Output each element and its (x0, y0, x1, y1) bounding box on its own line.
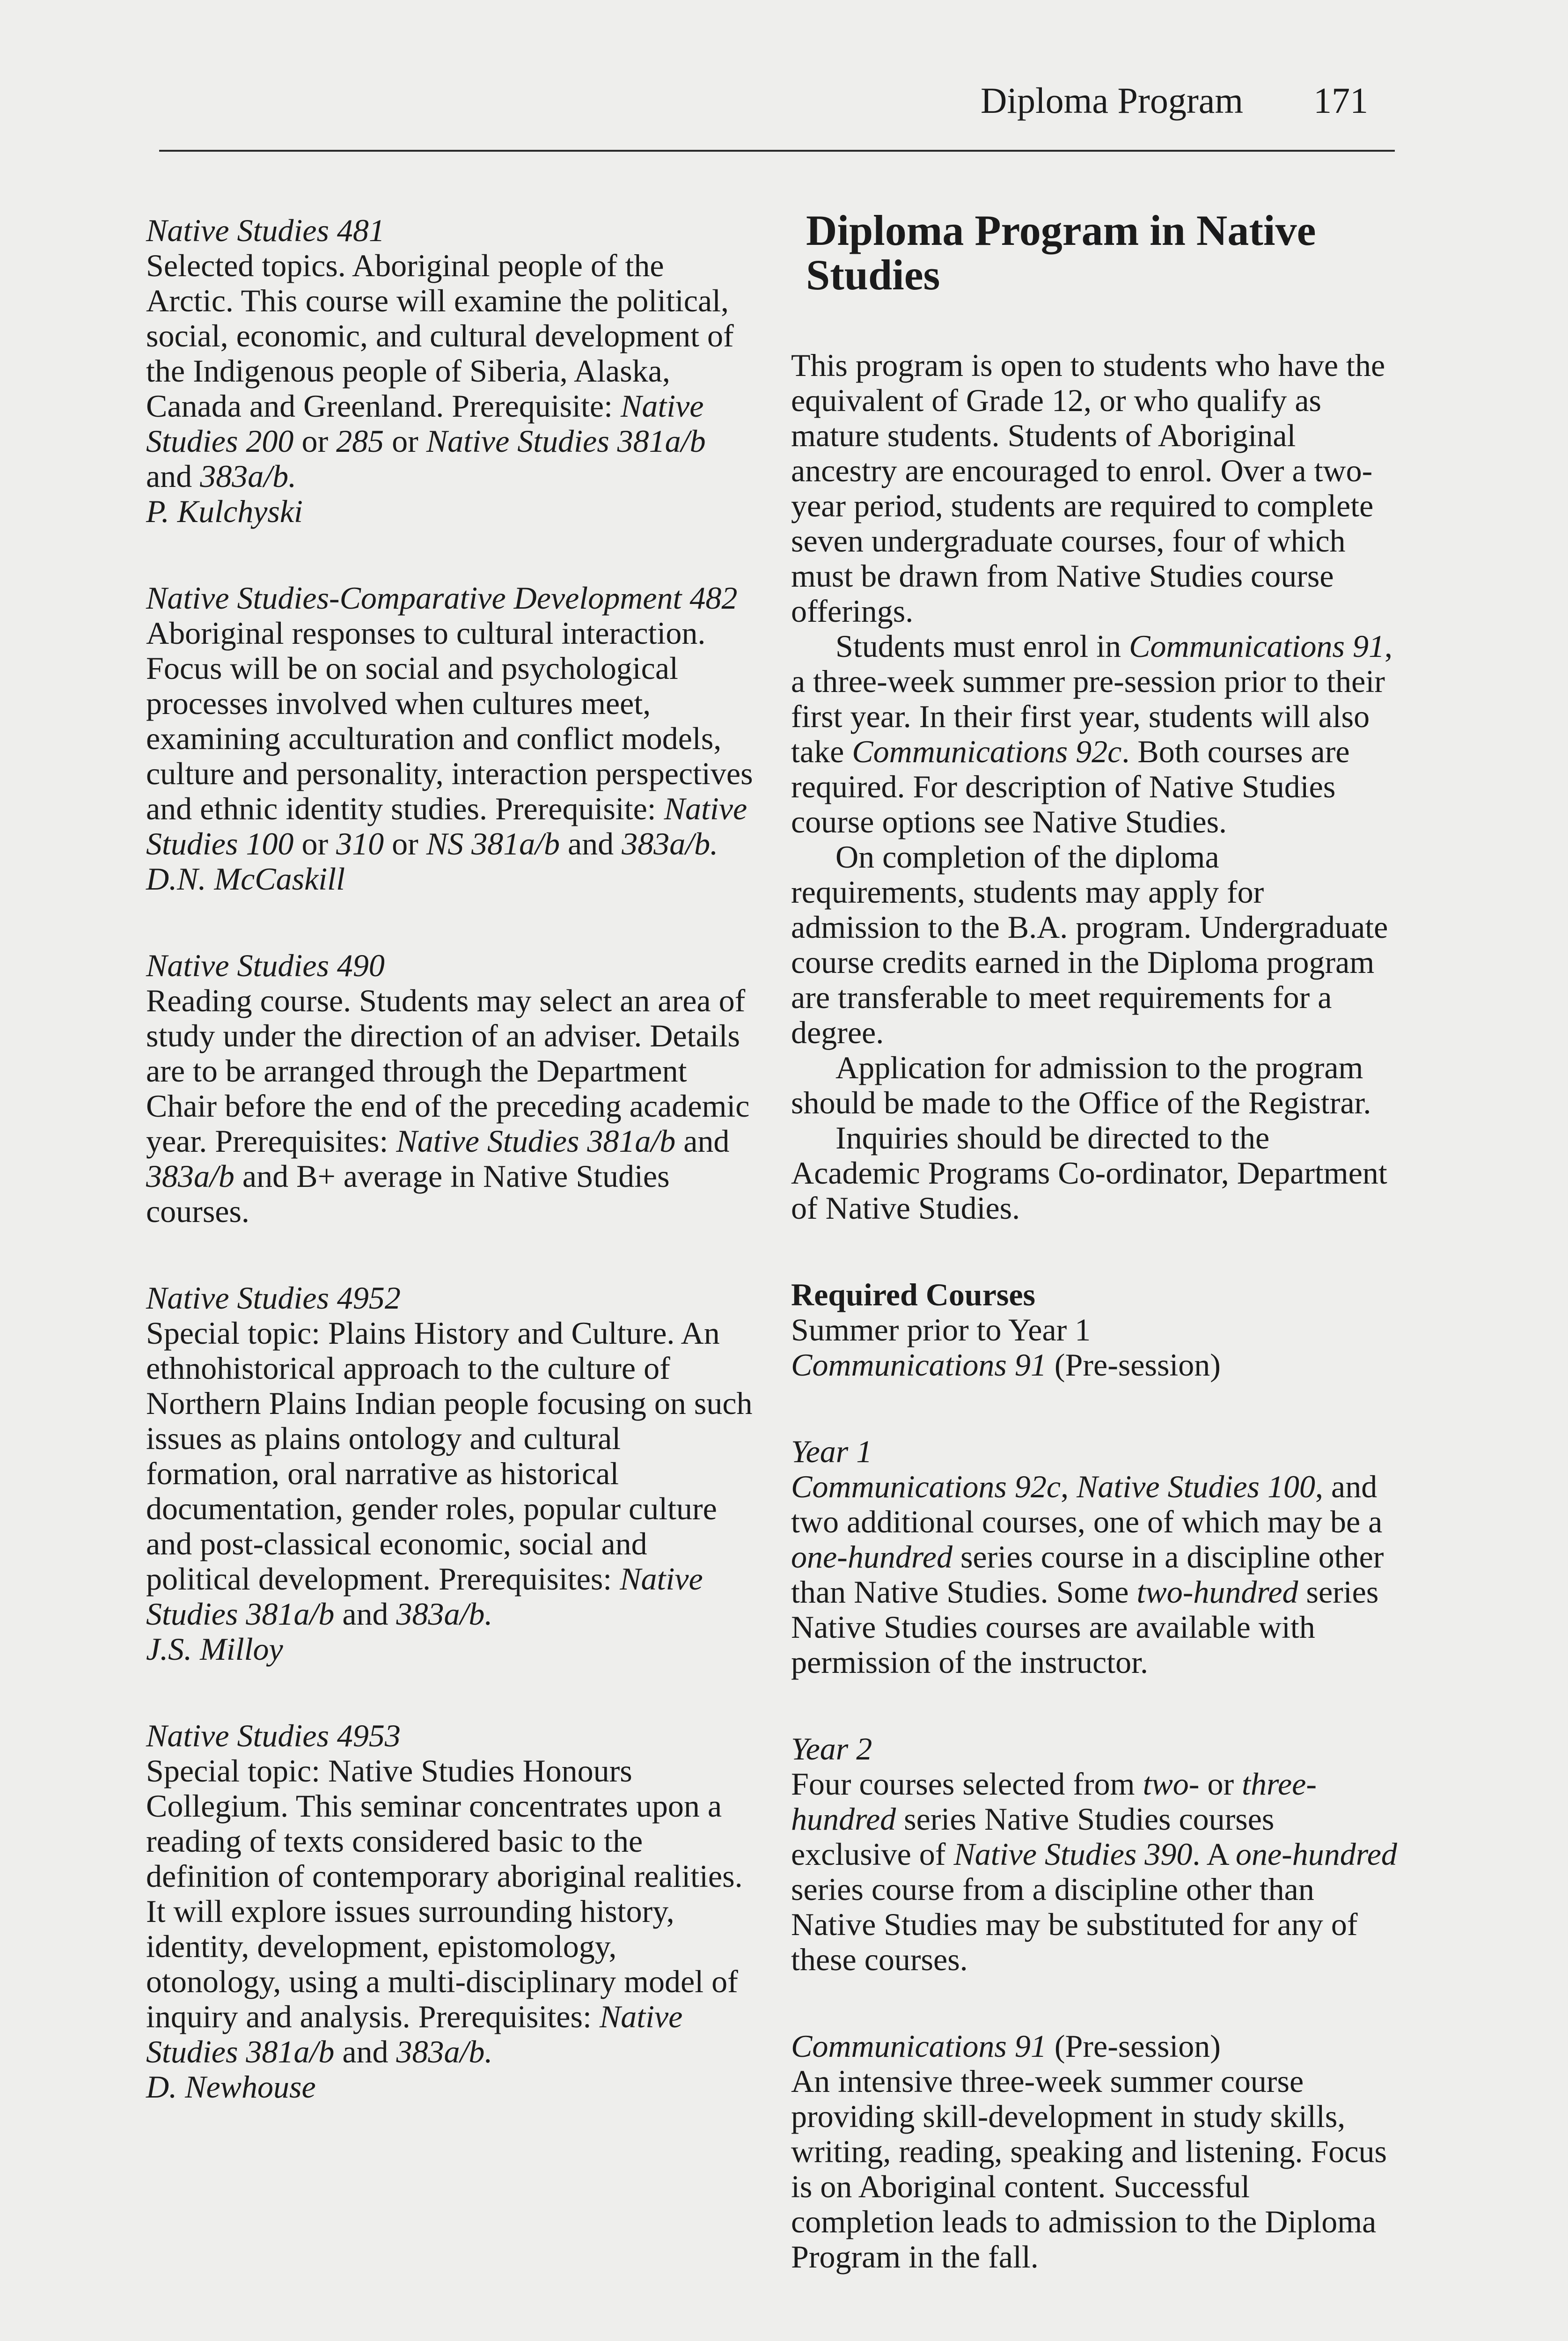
italic-text: one-hundred (791, 1539, 953, 1575)
text-run: Inquiries should be directed to the Academic Programs Co-ordinator, Department of Native Studies. (791, 1120, 1387, 1226)
left-column (146, 213, 755, 2156)
text-run: , a three-week summer pre-session prior to their first year. In their first year, students will also take (791, 628, 1393, 769)
course-instructor: D.N. McCaskill (146, 861, 345, 897)
program-paragraph (791, 1050, 1399, 1120)
text-run: Students must enrol in (835, 628, 1129, 664)
header-rule (159, 150, 1395, 152)
italic-text: Communications 91 (1129, 628, 1385, 664)
italic-text: three-hundred (791, 1766, 1317, 1837)
italic-text: 383a/b (146, 1158, 234, 1194)
section-heading: Diploma Program in Native Studies (806, 206, 1316, 299)
italic-text: Native Studies 381a/b (146, 1999, 683, 2069)
italic-text: 383a/b. (200, 458, 297, 494)
text-run: or (293, 423, 337, 459)
course-description (146, 616, 755, 861)
italic-text: Native Studies 100 (146, 791, 747, 861)
course-entry (146, 1718, 755, 2105)
text-run: Reading course. Students may select an area of study under the direction of an adviser. Details are to be arranged through the Department Chair before the end of the preceding academic year. Prerequisites: (146, 983, 750, 1159)
program-paragraph (791, 629, 1399, 839)
text-run: or (384, 826, 426, 861)
italic-text: 383a/b. (396, 2034, 493, 2069)
course-entry (146, 581, 755, 897)
course-title: Native Studies 4952 (146, 1280, 401, 1316)
year1-description (791, 1469, 1399, 1680)
text-run: Special topic: Native Studies Honours Collegium. This seminar concentrates upon a reading of texts considered basic to the definition of contemporary aboriginal realities. It will explore issues surrounding history, identity, development, epistomology, otonology, using a multi-disciplinary model of inquiry and analysis. Prerequisites: (146, 1753, 743, 2034)
italic-text: Native Studies 381a/b (396, 1123, 676, 1159)
text-run: Selected topics. Aboriginal people of the Arctic. This course will examine the political, social, economic, and cultural development of the Indigenous people of Siberia, Alaska, Canada and Greenland. Prerequisite: (146, 248, 734, 424)
text-run: , and two additional courses, one of which may be a (791, 1469, 1383, 1539)
page-number: 171 (1313, 80, 1369, 121)
italic-text: 383a/b. (622, 826, 718, 861)
italic-text: Native Studies 381a/b (426, 423, 706, 459)
italic-text: one-hundred (1235, 1836, 1397, 1872)
italic-text: Native Studies 200 (146, 388, 704, 459)
text-run: and (560, 826, 622, 861)
text-run: On completion of the diploma requirements, students may apply for admission to the B.A. program. Undergraduate course credits earned in the Diploma program are transferable to meet requirements for a degree. (791, 839, 1388, 1050)
text-run: This program is open to students who have the equivalent of Grade 12, or who qualify as mature students. Students of Aboriginal ancestry are encouraged to enrol. Over a two-year period, students are required to complete seven undergraduate courses, four of which must be drawn from Native Studies course offerings. (791, 347, 1385, 629)
text-run: series course in a discipline other than Native Studies. Some (791, 1539, 1384, 1610)
program-paragraph (791, 1120, 1399, 1226)
summer-line: Summer prior to Year 1 (791, 1312, 1091, 1347)
italic-text: Communications 92c (791, 1469, 1061, 1504)
course-title: Native Studies-Comparative Development 482 (146, 580, 738, 616)
text-run: Aboriginal responses to cultural interaction. Focus will be on social and psychological processes involved when cultures meet, examining acculturation and conflict models, culture and personality, interaction perspectives and ethnic identity studies. Prerequisite: (146, 615, 753, 826)
text-run: Application for admission to the program should be made to the Office of the Registrar. (791, 1050, 1371, 1120)
italic-text: Communications 91 (791, 1347, 1047, 1383)
italic-text: NS 381a/b (426, 826, 560, 861)
text-run: series course from a discipline other than Native Studies may be substituted for any of these courses. (791, 1871, 1358, 1977)
summer-course (791, 1347, 1399, 1383)
text-run: or (384, 423, 426, 459)
year2-description (791, 1767, 1399, 1977)
program-paragraph (791, 348, 1399, 629)
text-run: (Pre-session) (1046, 1347, 1221, 1383)
text-run: series Native Studies courses exclusive of (791, 1801, 1275, 1872)
course-instructor: D. Newhouse (146, 2069, 316, 2105)
text-run: and (334, 1596, 396, 1632)
text-run: Special topic: Plains History and Culture. An ethnohistorical approach to the culture of Northern Plains Indian people focusing on such issues as plains ontology and cultural formation, oral narrative as historical documentation, gender roles, popular culture and post-classical economic, social and political development. Prerequisites: (146, 1315, 753, 1597)
italic-text: 285 (336, 423, 384, 459)
text-run: . A (1192, 1836, 1236, 1872)
text-run: (Pre-session) (1046, 2028, 1221, 2064)
text-run: Four courses selected from (791, 1766, 1143, 1802)
italic-text: Native Studies 100 (1077, 1469, 1316, 1504)
text-run: or (293, 826, 337, 861)
course-description (146, 1753, 755, 2069)
italic-text: Native Studies 381a/b (146, 1561, 703, 1632)
right-column (791, 206, 1399, 2275)
italic-text: two- (1143, 1766, 1200, 1802)
course-entry (146, 948, 755, 1229)
course-entry (146, 213, 755, 529)
header-title: Diploma Program (981, 80, 1244, 121)
text-run: and (675, 1123, 730, 1159)
text-run: or (1199, 1766, 1242, 1802)
text-run: series Native Studies courses are available with permission of the instructor. (791, 1574, 1379, 1680)
text-run: and (146, 458, 200, 494)
italic-text: Communications 92c (852, 734, 1122, 769)
text-run: . Both courses are required. For description of Native Studies course options see Native Studies. (791, 734, 1350, 839)
course-title: Native Studies 490 (146, 948, 385, 983)
course-title: Native Studies 481 (146, 213, 385, 248)
text-run: and (334, 2034, 396, 2069)
course-description (146, 1316, 755, 1632)
program-paragraph (791, 839, 1399, 1050)
course-entry (146, 1281, 755, 1667)
required-courses-heading: Required Courses (791, 1277, 1035, 1312)
comm91-title (791, 2029, 1399, 2064)
italic-text: 310 (336, 826, 384, 861)
comm91-description: An intensive three-week summer course providing skill-development in study skills, writing, reading, speaking and listening. Focus is on Aboriginal content. Successful completion leads to admission to the Diploma Program in the fall. (791, 2063, 1387, 2275)
course-description (146, 248, 755, 494)
year1-title: Year 1 (791, 1434, 872, 1469)
text-run: , (1061, 1469, 1077, 1504)
italic-text: 383a/b. (396, 1596, 493, 1632)
year2-title: Year 2 (791, 1731, 872, 1767)
text-run: and B+ average in Native Studies courses. (146, 1158, 670, 1229)
italic-text: Communications 91 (791, 2028, 1047, 2064)
course-description (146, 983, 755, 1229)
course-instructor: J.S. Milloy (146, 1631, 283, 1667)
running-header (981, 80, 1368, 122)
italic-text: Native Studies 390 (953, 1836, 1193, 1872)
course-instructor: P. Kulchyski (146, 493, 303, 529)
italic-text: two-hundred (1136, 1574, 1298, 1610)
course-title: Native Studies 4953 (146, 1718, 401, 1753)
